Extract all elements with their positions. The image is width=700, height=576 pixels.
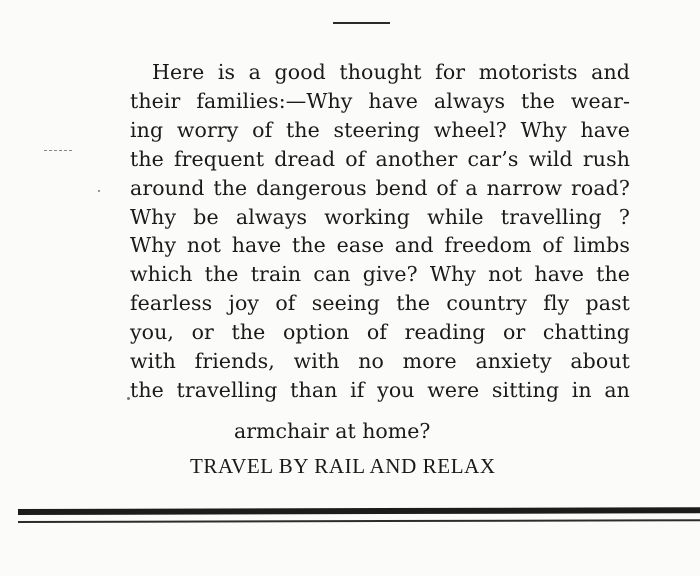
body-text-line: around the dangerous bend of a narrow road? [130, 175, 630, 200]
body-text-line: which the train can give? Why not have the [130, 262, 630, 287]
body-text-line: Why not have the ease and freedom of limbs [130, 233, 630, 258]
ink-speck [98, 190, 100, 192]
bottom-thin-rule [18, 519, 700, 523]
body-text-line: you, or the option of reading or chatting [130, 320, 630, 345]
slogan-heading: TRAVEL BY RAIL AND RELAX [190, 454, 496, 478]
body-text-line: the frequent dread of another car’s wild rush [130, 146, 630, 171]
advertisement-body-text [130, 58, 630, 405]
body-text-line: ing worry of the steering wheel? Why have [130, 117, 630, 142]
body-text-line: fearless joy of seeing the country fly past [130, 291, 630, 316]
top-separator-rule [333, 22, 390, 24]
body-text-line: the travelling than if you were sitting in an [130, 377, 630, 402]
bottom-thick-rule [18, 507, 700, 515]
body-text-line: with friends, with no more anxiety about [130, 349, 630, 374]
body-text-line: their families:—Why have always the wear- [130, 88, 630, 113]
margin-dash-mark [44, 150, 72, 151]
body-text-line: Why be always working while travelling ? [130, 204, 630, 229]
body-text-line: Here is a good thought for motorists and [152, 60, 630, 84]
closing-line: armchair at home? [234, 419, 431, 443]
